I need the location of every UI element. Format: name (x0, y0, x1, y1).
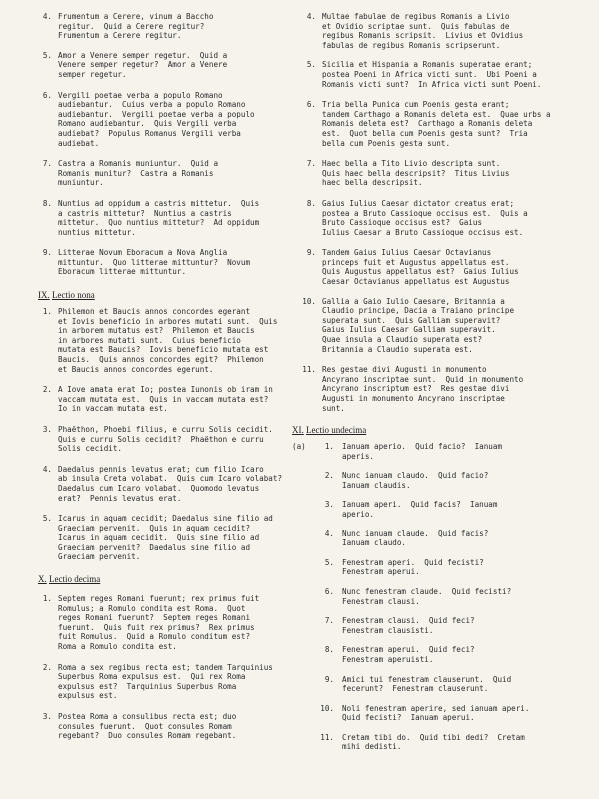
exercise-number: 8. (42, 198, 52, 208)
exercise-text: Tria bella Punica cum Poenis gesta erant; tandem Carthago a Romanis deleta est. Quae urbs a Romanis deleta est? Carthago a Romanis deleta est. Quot bella cum Poenis gesta sunt? Tria bella cum Poenis gesta sunt. (322, 100, 551, 148)
subsection-label (292, 733, 316, 752)
exercise-item (302, 297, 568, 355)
exercise-number: 6. (42, 90, 52, 100)
exercise-item (38, 465, 300, 503)
exercise-item (38, 663, 300, 701)
section-ix-list (38, 307, 300, 573)
exercise-text: Ianuam aperi. Quid facis? Ianuam aperio. (342, 500, 498, 519)
exercise-item (302, 159, 568, 188)
exercise-number: 8. (324, 645, 334, 655)
section-xi-number: XI. (292, 425, 304, 435)
exercise-item (302, 60, 568, 89)
exercise-number: 1. (42, 594, 52, 603)
exercise-number: 6. (306, 100, 316, 110)
exercise-number: 6. (324, 586, 334, 596)
exercise-text: Castra a Romanis muniuntur. Quid a Romanis munitur? Castra a Romanis muniuntur. (58, 159, 219, 188)
section-x-heading (38, 574, 100, 585)
exercise-number: 3. (324, 500, 334, 510)
exercise-number: 5. (324, 557, 334, 567)
exercise-number: 9. (42, 248, 52, 258)
exercise-text: Sicilia et Hispania a Romanis superatae erant; postea Poeni in Africa victi sunt. Ubi Poeni a Romanis victi sunt? In Africa victi sunt Poeni. (322, 60, 542, 89)
exercise-item (302, 12, 568, 50)
exercise-item (292, 442, 568, 461)
exercise-text: Daedalus pennis levatus erat; cum filio Icaro ab insula Creta volabat. Quis cum Icaro volabat? Daedalus cum Icaro volabat. Quomodo levatus erat? Pennis levatus erat. (58, 464, 283, 503)
subsection-label (292, 675, 316, 694)
right-column (302, 12, 568, 424)
section-xi-list (292, 442, 568, 762)
exercise-item (302, 100, 568, 148)
exercise-item (38, 425, 300, 454)
exercise-number: 1. (324, 442, 334, 451)
subsection-label (292, 471, 316, 490)
exercise-item (38, 307, 300, 374)
section-x-number: X. (38, 574, 47, 584)
subsection-label (292, 587, 316, 606)
exercise-number: 3. (42, 424, 52, 434)
exercise-item (292, 558, 568, 577)
exercise-number: 7. (306, 159, 316, 169)
exercise-item (292, 587, 568, 606)
exercise-text: Ianuam aperio. Quid facio? Ianuam aperis. (342, 442, 503, 461)
exercise-text: Fenestram aperi. Quid fecisti? Fenestram aperui. (342, 557, 484, 577)
exercise-item (38, 712, 300, 741)
exercise-number: 11. (302, 365, 316, 375)
exercise-text: Postea Roma a consulibus recta est; duo consules fuerunt. Quot consules Romam regebant? Duo consules Romam regebant. (58, 711, 237, 741)
exercise-item (38, 51, 300, 80)
exercise-number: 11. (320, 732, 334, 742)
section-ix-heading (38, 290, 95, 301)
exercise-number: 7. (324, 616, 334, 626)
exercise-item (38, 91, 300, 149)
exercise-number: 5. (42, 514, 52, 524)
subsection-label (292, 529, 316, 548)
exercise-text: Philemon et Baucis annos concordes egerant et Iovis beneficio in arbores mutati sunt. Quis in arborem mutatus est? Philemon et Baucis in arbores mutati sunt. Cuius beneficio mutata est Baucis? Iovis beneficio mutata est Baucis. Quis annos concordes egit? Philemon et Baucis annos concordes egerunt. (58, 307, 278, 374)
exercise-number: 2. (42, 662, 52, 672)
exercise-text: Nuntius ad oppidum a castris mittetur. Quis a castris mittetur? Nuntius a castris mittetur. Quo nuntius mittetur? Ad oppidum nuntius mittetur. (58, 198, 260, 237)
exercise-text: Gaius Iulius Caesar dictator creatus erat; postea a Bruto Cassioque occisus est. Quis a Bruto Cassioque occisus est? Gaius Iulius Caesar a Bruto Cassioque occisus est. (322, 198, 528, 237)
exercise-item (38, 199, 300, 237)
subsection-label (292, 645, 316, 664)
exercise-text: Gallia a Gaio Iulio Caesare, Britannia a Claudio principe, Dacia a Traiano principe superata sunt. Quis Galliam superavit? Gaius Iulius Caesar Galliam superavit. Quae insula a Claudio superata est? Britannia a Claudio superata est. (322, 296, 515, 354)
exercise-text: Cretam tibi do. Quid tibi dedi? Cretam mihi dedisti. (342, 732, 525, 752)
exercise-item (292, 529, 568, 548)
exercise-item (302, 199, 568, 237)
exercise-text: Litterae Novum Eboracum a Nova Anglia mittuntur. Quo litterae mittuntur? Novum Eboracum litterae mittuntur. (58, 248, 251, 277)
subsection-label (292, 558, 316, 577)
exercise-item (38, 12, 300, 41)
exercise-number: 5. (306, 60, 316, 70)
exercise-text: Amici tui fenestram clauserunt. Quid fecerunt? Fenestram clauserunt. (342, 674, 512, 694)
exercise-text: Nunc ianuam claudo. Quid facio? Ianuam claudis. (342, 471, 489, 490)
section-ix-number: IX. (38, 290, 50, 300)
section-xi-heading (292, 425, 366, 436)
exercise-item (38, 159, 300, 188)
exercise-item (292, 500, 568, 519)
exercise-number: 1. (42, 307, 52, 316)
exercise-item (302, 365, 568, 413)
exercise-number: 2. (324, 471, 334, 481)
exercise-text: Amor a Venere semper regetur. Quid a Venere semper regetur? Amor a Venere semper regetur. (58, 50, 228, 79)
exercise-text: Icarus in aquam cecidit; Daedalus sine filio ad Graeciam pervenit. Quis in aquam cecidit? Icarus in aquam cecidit. Quis sine filio ad Graeciam pervenit? Daedalus sine filio ad Graeciam pervenit. (58, 514, 273, 562)
left-column (38, 12, 300, 287)
exercise-text: Multae fabulae de regibus Romanis a Livio et Ovidio scriptae sunt. Quis fabulas de regibus Romanis scripsit. Livius et Ovidius fabulas de regibus Romanis scripserunt. (322, 12, 524, 50)
exercise-number: 4. (306, 12, 316, 21)
exercise-text: Nunc ianuam claude. Quid facis? Ianuam claudo. (342, 528, 489, 548)
exercise-number: 4. (42, 12, 52, 21)
left-top-exercises (38, 12, 300, 277)
exercise-number: 10. (320, 703, 334, 713)
exercise-item (302, 248, 568, 286)
subsection-label (292, 704, 316, 723)
exercise-text: Frumentum a Cerere, vinum a Baccho regitur. Quid a Cerere regitur? Frumentum a Cerere regitur. (58, 12, 214, 41)
exercise-item (292, 733, 568, 752)
exercise-number: 5. (42, 50, 52, 60)
section-xi-title: Lectio undecima (306, 425, 367, 435)
exercise-item (38, 594, 300, 652)
section-x-list (38, 594, 300, 752)
exercise-item (292, 704, 568, 723)
section-ix-title: Lectio nona (52, 290, 95, 300)
exercise-text: Nunc fenestram claude. Quid fecisti? Fenestram clausi. (342, 586, 512, 606)
exercise-text: A Iove amata erat Io; postea Iunonis ob iram in vaccam mutata est. Quis in vaccam mutata est? Io in vaccam mutata est. (58, 385, 273, 414)
exercise-number: 8. (306, 198, 316, 208)
exercise-item (38, 514, 300, 562)
exercise-text: Noli fenestram aperire, sed ianuam aperi. Quid fecisti? Ianuam aperui. (342, 703, 530, 723)
exercise-item (292, 616, 568, 635)
exercise-text: Tandem Gaius Iulius Caesar Octavianus princeps fuit et Augustus appellatus est. Quis Augustus appellatus est? Gaius Iulius Caesar Octavianus appellatus est Augustus (322, 248, 519, 287)
section-x-title: Lectio decima (49, 574, 101, 584)
exercise-item (292, 471, 568, 490)
exercise-text: Haec bella a Tito Livio descripta sunt. Quis haec bella descripsit? Titus Livius haec bella descripsit. (322, 159, 510, 188)
exercise-text: Res gestae divi Augusti in monumento Ancyrano inscriptae sunt. Quid in monumento Ancyrano inscriptum est? Res gestae divi Augusti in monumento Ancyrano inscriptae sunt. (322, 365, 524, 413)
exercise-text: Vergili poetae verba a populo Romano audiebantur. Cuius verba a populo Romano audiebantur. Vergili poetae verba a populo Romano audiebantur. Quis Vergili verba audiebat? Populus Romanus Vergili verba audiebat. (58, 90, 255, 148)
exercise-text: Septem reges Romani fuerunt; rex primus fuit Romulus; a Romulo condita est Roma. Quot reges Romani fuerunt? Septem reges Romani fuerunt. Quis fuit rex primus? Rex primus fuit Romulus. Quid a Romulo conditum est? Roma a Romulo condita est. (58, 594, 260, 651)
exercise-number: 4. (324, 528, 334, 538)
exercise-text: Fenestram aperui. Quid feci? Fenestram aperuisti. (342, 645, 475, 664)
right-top-exercises (302, 12, 568, 413)
exercise-number: 7. (42, 159, 52, 169)
exercise-item (292, 675, 568, 694)
exercise-item (292, 645, 568, 664)
exercise-number: 10. (302, 296, 316, 306)
exercise-text: Fenestram clausi. Quid feci? Fenestram clausisti. (342, 616, 475, 635)
exercise-number: 3. (42, 711, 52, 721)
exercise-number: 9. (306, 248, 316, 258)
exercise-number: 9. (324, 674, 334, 684)
subsection-label (292, 500, 316, 519)
subsection-label: (a) (292, 442, 306, 451)
exercise-item (38, 385, 300, 414)
exercise-text: Roma a sex regibus recta est; tandem Tarquinius Superbus Roma expulsus est. Qui rex Roma expulsus est? Tarquinius Superbus Roma expulsus est. (58, 662, 273, 701)
exercise-number: 4. (42, 464, 52, 474)
exercise-item (38, 248, 300, 277)
exercise-text: Phaëthon, Phoebi filius, e curru Solis cecidit. Quis e curru Solis cecidit? Phaëthon e curru Solis cecidit. (58, 424, 273, 454)
subsection-label (292, 616, 316, 635)
exercise-number: 2. (42, 385, 52, 395)
